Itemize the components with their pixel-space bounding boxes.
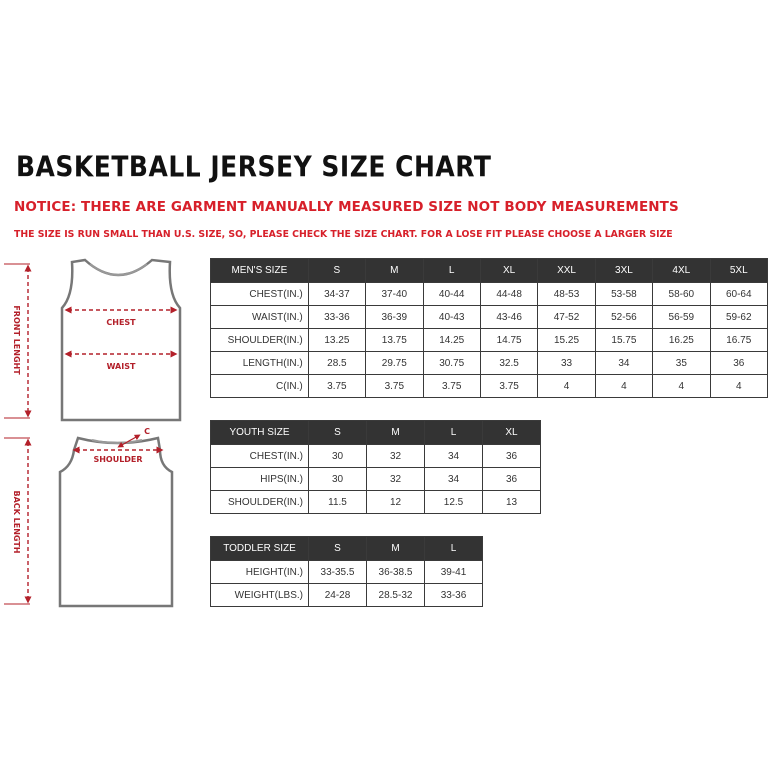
page-title: BASKETBALL JERSEY SIZE CHART: [16, 150, 492, 184]
table-cell: 33-35.5: [309, 561, 367, 584]
table-cell: 33-36: [425, 584, 483, 607]
header-cell: M: [367, 537, 425, 561]
c-label: C: [144, 427, 150, 436]
table-cell: 37-40: [366, 283, 423, 306]
table-cell: 12.5: [425, 491, 483, 514]
mens-header-row: [211, 259, 768, 283]
header-cell: L: [423, 259, 480, 283]
table-cell: 34: [425, 445, 483, 468]
table-cell: 3.75: [480, 375, 537, 398]
table-cell: 4: [538, 375, 595, 398]
table-cell: 4: [710, 375, 767, 398]
front-length-label: FRONT LENGHT: [12, 305, 21, 375]
table-cell: 36-39: [366, 306, 423, 329]
table-cell: 36: [483, 468, 541, 491]
table-cell: 3.75: [308, 375, 365, 398]
table-row: [211, 352, 768, 375]
table-cell: 36: [710, 352, 767, 375]
jersey-diagram: [0, 250, 200, 630]
table-cell: 28.5: [308, 352, 365, 375]
table-cell: 58-60: [653, 283, 710, 306]
table-cell: 30.75: [423, 352, 480, 375]
table-cell: 4: [595, 375, 652, 398]
table-cell: 52-56: [595, 306, 652, 329]
table-cell: 40-43: [423, 306, 480, 329]
header-cell: 4XL: [653, 259, 710, 283]
table-cell: 32: [367, 445, 425, 468]
waist-label: WAIST: [106, 362, 136, 371]
table-cell: 34: [425, 468, 483, 491]
table-cell: 36: [483, 445, 541, 468]
header-cell: 3XL: [595, 259, 652, 283]
table-row: [211, 306, 768, 329]
table-cell: 53-58: [595, 283, 652, 306]
table-cell: 3.75: [366, 375, 423, 398]
header-cell: XL: [483, 421, 541, 445]
table-cell: 56-59: [653, 306, 710, 329]
table-cell: 13: [483, 491, 541, 514]
header-cell: S: [309, 537, 367, 561]
header-cell: S: [308, 259, 365, 283]
table-cell: 11.5: [309, 491, 367, 514]
table-cell: 40-44: [423, 283, 480, 306]
row-label: SHOULDER(IN.): [211, 329, 309, 352]
table-cell: 36-38.5: [367, 561, 425, 584]
table-cell: 32: [367, 468, 425, 491]
table-cell: 28.5-32: [367, 584, 425, 607]
row-label: HIPS(IN.): [211, 468, 309, 491]
header-cell: XL: [480, 259, 537, 283]
header-cell: 5XL: [710, 259, 767, 283]
table-cell: 34: [595, 352, 652, 375]
table-cell: 14.75: [480, 329, 537, 352]
row-label: WAIST(IN.): [211, 306, 309, 329]
header-cell: L: [425, 421, 483, 445]
table-cell: 39-41: [425, 561, 483, 584]
table-row: [211, 468, 541, 491]
row-label: WEIGHT(LBS.): [211, 584, 309, 607]
table-cell: 4: [653, 375, 710, 398]
front-jersey-outline: [62, 260, 180, 420]
table-cell: 59-62: [710, 306, 767, 329]
table-cell: 33-36: [308, 306, 365, 329]
table-cell: 12: [367, 491, 425, 514]
row-label: CHEST(IN.): [211, 283, 309, 306]
table-row: [211, 561, 483, 584]
table-cell: 48-53: [538, 283, 595, 306]
table-cell: 15.25: [538, 329, 595, 352]
header-cell: XXL: [538, 259, 595, 283]
table-cell: 3.75: [423, 375, 480, 398]
header-cell: MEN'S SIZE: [211, 259, 309, 283]
table-cell: 15.75: [595, 329, 652, 352]
table-cell: 60-64: [710, 283, 767, 306]
header-cell: YOUTH SIZE: [211, 421, 309, 445]
table-cell: 30: [309, 445, 367, 468]
table-cell: 29.75: [366, 352, 423, 375]
chest-label: CHEST: [106, 318, 136, 327]
header-cell: M: [366, 259, 423, 283]
toddler-size-table: [210, 536, 483, 607]
table-row: [211, 445, 541, 468]
header-cell: S: [309, 421, 367, 445]
table-row: [211, 283, 768, 306]
table-cell: 16.75: [710, 329, 767, 352]
back-length-label: BACK LENGTH: [12, 490, 21, 554]
row-label: SHOULDER(IN.): [211, 491, 309, 514]
table-cell: 13.25: [308, 329, 365, 352]
table-cell: 13.75: [366, 329, 423, 352]
toddler-header-row: [211, 537, 483, 561]
table-cell: 43-46: [480, 306, 537, 329]
header-cell: TODDLER SIZE: [211, 537, 309, 561]
table-cell: 30: [309, 468, 367, 491]
notice-text: NOTICE: THERE ARE GARMENT MANUALLY MEASURED SIZE NOT BODY MEASUREMENTS: [14, 199, 679, 215]
table-cell: 44-48: [480, 283, 537, 306]
table-cell: 16.25: [653, 329, 710, 352]
row-label: CHEST(IN.): [211, 445, 309, 468]
youth-size-table: [210, 420, 541, 514]
table-row: [211, 375, 768, 398]
table-row: [211, 584, 483, 607]
table-cell: 24-28: [309, 584, 367, 607]
sizing-note: THE SIZE IS RUN SMALL THAN U.S. SIZE, SO, PLEASE CHECK THE SIZE CHART. FOR A LOSE FIT PLEASE CHOOSE A LARGER SIZE: [14, 229, 673, 240]
header-cell: L: [425, 537, 483, 561]
mens-size-table: [210, 258, 768, 398]
table-cell: 35: [653, 352, 710, 375]
shoulder-label: SHOULDER: [93, 455, 143, 464]
row-label: LENGTH(IN.): [211, 352, 309, 375]
row-label: C(IN.): [211, 375, 309, 398]
youth-header-row: [211, 421, 541, 445]
table-row: [211, 491, 541, 514]
row-label: HEIGHT(IN.): [211, 561, 309, 584]
table-cell: 47-52: [538, 306, 595, 329]
table-cell: 34-37: [308, 283, 365, 306]
table-cell: 14.25: [423, 329, 480, 352]
table-cell: 33: [538, 352, 595, 375]
header-cell: M: [367, 421, 425, 445]
table-row: [211, 329, 768, 352]
table-cell: 32.5: [480, 352, 537, 375]
